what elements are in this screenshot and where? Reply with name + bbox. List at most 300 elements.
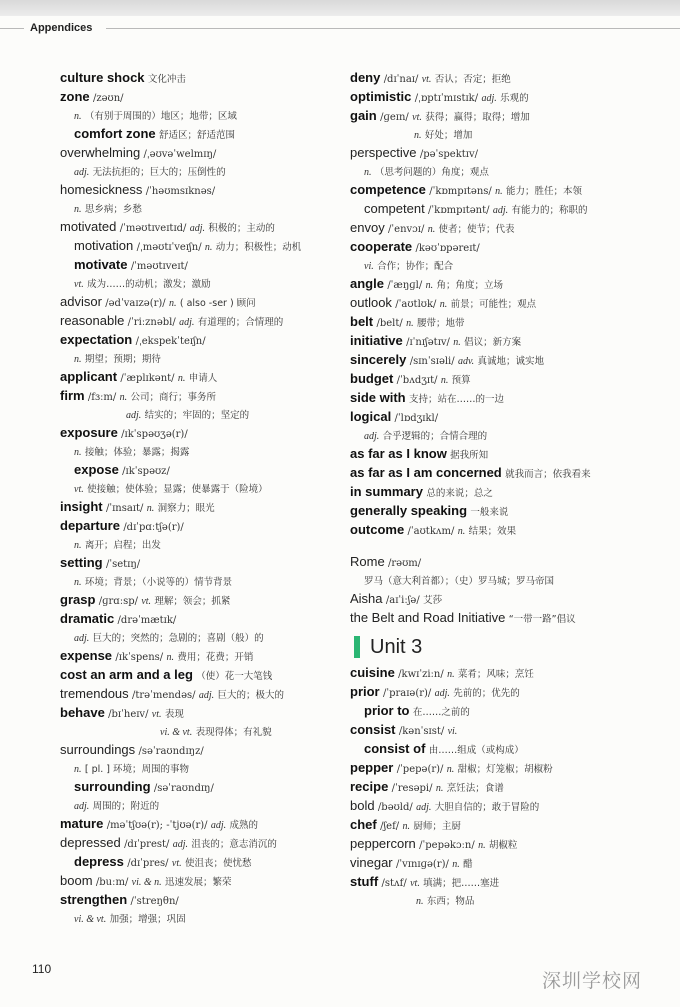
definition: 洞察力；眼光 <box>157 503 215 514</box>
glossary-entry <box>60 274 342 292</box>
glossary-entry <box>350 663 665 682</box>
glossary-entry <box>60 292 342 311</box>
phonetic: /səˈraʊndɪŋ/ <box>153 783 214 794</box>
phonetic: /ˈsetɪŋ/ <box>105 559 141 570</box>
glossary-entry <box>60 796 342 814</box>
headword: comfort zone <box>74 126 156 141</box>
phonetic: /buːm/ <box>95 877 129 888</box>
part-of-speech: adj. <box>492 205 509 216</box>
definition: 接触；体验；暴露；揭露 <box>84 447 190 458</box>
headword: optimistic <box>350 89 412 104</box>
glossary-entry <box>350 199 665 218</box>
headword: tremendous <box>60 686 129 701</box>
glossary-entry <box>350 815 665 834</box>
glossary-entry <box>60 777 342 796</box>
headword: cost an arm and a leg <box>60 667 193 682</box>
page-header-title: Appendices <box>30 22 93 34</box>
glossary-entry <box>60 68 342 87</box>
part-of-speech: n. <box>406 318 414 329</box>
part-of-speech: adj. <box>74 167 90 178</box>
glossary-entry <box>350 571 665 589</box>
phonetic: /belt/ <box>376 318 403 329</box>
headword: depressed <box>60 835 121 850</box>
definition: 沮丧的；意志消沉的 <box>191 839 277 850</box>
phonetic: /drəˈmætɪk/ <box>117 615 177 626</box>
glossary-entry <box>350 274 665 293</box>
phonetic: /məˈtʃʊə(r); -ˈtjʊə(r)/ <box>106 820 208 831</box>
part-of-speech: vt. <box>74 484 84 495</box>
glossary-entry <box>350 463 665 482</box>
part-of-speech: n. <box>425 280 434 291</box>
headword: consist of <box>364 741 426 756</box>
headword: outlook <box>350 295 392 310</box>
phonetic: /ˌekspekˈteɪʃn/ <box>135 336 206 347</box>
glossary-entry <box>350 853 665 872</box>
part-of-speech: n. <box>414 130 422 141</box>
definition: 环境；背景；（小说等的）情节背景 <box>84 577 233 588</box>
phonetic: /ˈɪnsaɪt/ <box>105 503 144 514</box>
glossary-entry <box>60 479 342 497</box>
headword: competence <box>350 182 426 197</box>
definition: 理解；领会；抓紧 <box>154 596 231 607</box>
part-of-speech: n. <box>204 242 213 253</box>
phonetic: /bɪˈheɪv/ <box>108 709 149 720</box>
definition: 总的来说；总之 <box>426 488 493 499</box>
watermark: 深圳学校网 <box>542 970 643 992</box>
glossary-entry <box>60 143 342 162</box>
part-of-speech: vi. <box>364 261 374 272</box>
glossary-entry <box>350 293 665 312</box>
headword: consist <box>350 722 396 737</box>
definition: 有能力的；称职的 <box>511 205 588 216</box>
glossary-entry <box>60 124 342 143</box>
glossary-entry <box>60 386 342 405</box>
headword: deny <box>350 70 381 85</box>
definition: 能力；胜任；本领 <box>505 186 582 197</box>
glossary-entry <box>60 722 342 740</box>
glossary-entry <box>350 444 665 463</box>
phonetic: /dɪˈpɑːtʃə(r)/ <box>123 522 184 533</box>
headword: motivation <box>74 238 134 253</box>
part-of-speech: adv. <box>457 356 475 367</box>
glossary-entry <box>60 405 342 423</box>
phonetic: /kənˈsɪst/ <box>398 726 445 737</box>
part-of-speech: n. <box>74 540 82 551</box>
part-of-speech: n. <box>364 167 372 178</box>
glossary-entry <box>350 872 665 891</box>
part-of-speech: n. <box>446 764 455 775</box>
glossary-entry <box>350 218 665 237</box>
phonetic: /kəʊˈɒpəreɪt/ <box>415 243 480 254</box>
part-of-speech: vt. <box>410 878 420 889</box>
glossary-entry <box>60 852 342 871</box>
part-of-speech: n. <box>402 821 410 832</box>
definition: 烹饪法；食谱 <box>446 783 504 794</box>
phonetic: /ˈriːznəbl/ <box>127 317 176 328</box>
headword: behave <box>60 705 105 720</box>
definition: 否认；否定；拒绝 <box>434 74 511 85</box>
definition: 前景；可能性；观点 <box>450 299 537 310</box>
headword: perspective <box>350 145 417 160</box>
part-of-speech: vt. <box>141 596 152 607</box>
definition: 使沮丧；使忧愁 <box>184 858 252 869</box>
headword: overwhelming <box>60 145 141 160</box>
part-of-speech: n. <box>447 669 455 680</box>
part-of-speech: n. <box>416 896 424 907</box>
headword: expectation <box>60 332 133 347</box>
glossary-entry <box>60 460 342 479</box>
part-of-speech: adj. <box>74 633 90 644</box>
glossary-entry <box>350 520 665 539</box>
part-of-speech: n. <box>177 373 186 384</box>
definition: （使）花一大笔钱 <box>196 671 273 682</box>
glossary-entry <box>350 87 665 106</box>
phonetic: /ˈməʊtɪveɪtɪd/ <box>119 223 187 234</box>
phonetic: /ˈlɒdʒɪkl/ <box>394 413 439 424</box>
right-column <box>350 68 665 909</box>
phonetic: /sɪnˈsɪəli/ <box>409 356 455 367</box>
headword: setting <box>60 555 103 570</box>
part-of-speech: adj. <box>126 410 142 421</box>
headword: Rome <box>350 554 385 569</box>
glossary-entry <box>60 833 342 852</box>
definition: 预算 <box>451 375 471 386</box>
header-rule <box>106 28 680 29</box>
part-of-speech: vi. <box>447 726 458 737</box>
definition: 角；角度；立场 <box>436 280 503 291</box>
headword: culture shock <box>60 70 145 85</box>
definition: 甜椒；灯笼椒；胡椒粉 <box>457 764 553 775</box>
definition: 获得；赢得；取得；增加 <box>425 112 530 123</box>
spacer <box>350 539 665 552</box>
phonetic: /ɡrɑːsp/ <box>98 596 138 607</box>
headword: as far as I am concerned <box>350 465 502 480</box>
part-of-speech: vt. <box>74 279 84 290</box>
part-of-speech: adj. <box>189 223 206 234</box>
phonetic: /səˈraʊndɪŋz/ <box>138 746 204 757</box>
headword: cuisine <box>350 665 395 680</box>
definition: 结果；效果 <box>468 526 517 537</box>
phonetic: /pəˈspektɪv/ <box>419 149 479 160</box>
part-of-speech: n. <box>439 299 448 310</box>
headword: strengthen <box>60 892 128 907</box>
definition: 据我所知 <box>450 450 489 461</box>
glossary-entry <box>350 501 665 520</box>
definition: 舒适区；舒适范围 <box>158 130 235 141</box>
definition: 艾莎 <box>423 595 443 606</box>
glossary-entry <box>350 482 665 501</box>
glossary-entry <box>350 388 665 407</box>
definition: 巨大的；极大的 <box>217 690 284 701</box>
glossary-entry <box>60 890 342 909</box>
phonetic: /aɪˈiːʃə/ <box>385 595 420 606</box>
definition: 成熟的 <box>229 820 259 831</box>
part-of-speech: n. <box>427 224 436 235</box>
part-of-speech: n. <box>452 859 460 870</box>
definition: 好处；增加 <box>424 130 473 141</box>
glossary-entry <box>350 369 665 388</box>
glossary-entry <box>350 891 665 909</box>
definition: 支持；站在……的一边 <box>408 394 504 405</box>
headword: outcome <box>350 522 405 537</box>
header-rule-left <box>0 28 24 29</box>
phonetic: /ˌɒptɪˈmɪstɪk/ <box>414 93 479 104</box>
phonetic: /ˈstreŋθn/ <box>130 896 179 907</box>
headword: depress <box>74 854 124 869</box>
headword: in summary <box>350 484 423 499</box>
glossary-entry <box>60 180 342 199</box>
glossary-entry <box>350 68 665 87</box>
headword: the Belt and Road Initiative <box>350 610 506 625</box>
left-column <box>60 68 342 927</box>
phonetic: /ˈenvɔɪ/ <box>388 224 425 235</box>
part-of-speech: vi. & n. <box>131 877 162 888</box>
headword: dramatic <box>60 611 115 626</box>
headword: cooperate <box>350 239 413 254</box>
part-of-speech: adj. <box>172 839 189 850</box>
phonetic: /dɪˈnaɪ/ <box>383 74 419 85</box>
headword: vinegar <box>350 855 393 870</box>
glossary-entry <box>350 162 665 180</box>
glossary-entry <box>350 777 665 796</box>
part-of-speech: adj. <box>434 688 450 699</box>
part-of-speech: vt. <box>151 709 162 720</box>
definition: [ pl. ] 环境；周围的事物 <box>84 764 190 775</box>
part-of-speech: vi. & vt. <box>74 914 107 925</box>
part-of-speech: vt. <box>171 858 182 869</box>
definition: 腰带；地带 <box>416 318 465 329</box>
definition: 在……之前的 <box>412 707 470 718</box>
headword: envoy <box>350 220 385 235</box>
headword: exposure <box>60 425 118 440</box>
definition: （思考问题的）角度；观点 <box>374 167 489 178</box>
glossary-entry <box>60 628 342 646</box>
glossary-entry <box>350 720 665 739</box>
definition: 文化冲击 <box>147 74 186 85</box>
headword: reasonable <box>60 313 125 328</box>
definition: 离开；启程；出发 <box>84 540 161 551</box>
glossary-entry <box>60 442 342 460</box>
glossary-entry <box>60 255 342 274</box>
phonetic: /ˈpepəkɔːn/ <box>419 840 475 851</box>
headword: stuff <box>350 874 379 889</box>
part-of-speech: adj. <box>364 431 380 442</box>
definition: 迅速发展；繁荣 <box>165 877 232 888</box>
definition: 表现 <box>164 709 184 720</box>
definition: 费用；花费；开销 <box>177 652 254 663</box>
glossary-entry <box>60 497 342 516</box>
headword: expense <box>60 648 113 663</box>
phonetic: /bəʊld/ <box>377 802 413 813</box>
glossary-entry <box>60 349 342 367</box>
headword: expose <box>74 462 119 477</box>
headword: surroundings <box>60 742 136 757</box>
headword: firm <box>60 388 85 403</box>
part-of-speech: n. <box>495 186 503 197</box>
part-of-speech: n. <box>74 447 82 458</box>
definition: 积极的；主动的 <box>208 223 275 234</box>
definition: 成为……的动机；激发；激励 <box>87 279 211 290</box>
glossary-entry <box>350 143 665 162</box>
part-of-speech: n. <box>74 204 82 215</box>
part-of-speech: adj. <box>210 820 227 831</box>
phonetic: /ˈhəʊmsɪknəs/ <box>145 186 216 197</box>
definition: 有道理的；合情理的 <box>197 317 284 328</box>
glossary-entry <box>350 682 665 701</box>
glossary-entry <box>60 572 342 590</box>
phonetic: /ɪkˈspəʊz/ <box>122 466 170 477</box>
definition: 醋 <box>463 859 473 870</box>
glossary-entry <box>60 703 342 722</box>
definition: 真诚地；诚实地 <box>477 356 545 367</box>
headword: homesickness <box>60 182 143 197</box>
top-bar <box>0 0 680 16</box>
definition: “一带一路”倡议 <box>508 614 576 625</box>
headword: generally speaking <box>350 503 468 518</box>
glossary-entry <box>60 199 342 217</box>
headword: recipe <box>350 779 389 794</box>
glossary-entry <box>60 871 342 890</box>
phonetic: /ˈresəpi/ <box>391 783 433 794</box>
definition: 大胆自信的；敢于冒险的 <box>434 802 540 813</box>
headword: competent <box>364 201 425 216</box>
definition: 加强；增强；巩固 <box>109 914 186 925</box>
headword: belt <box>350 314 374 329</box>
headword: boom <box>60 873 93 888</box>
phonetic: /ˈpraɪə(r)/ <box>382 688 432 699</box>
definition: 巨大的；突然的；急剧的；喜剧（般）的 <box>92 633 264 644</box>
phonetic: /ˈbʌdʒɪt/ <box>396 375 438 386</box>
headword: surrounding <box>74 779 151 794</box>
phonetic: /fɜːm/ <box>87 392 117 403</box>
definition: 倡议；新方案 <box>464 337 522 348</box>
glossary-entry <box>350 331 665 350</box>
part-of-speech: n. <box>146 503 155 514</box>
part-of-speech: vt. <box>412 112 422 123</box>
phonetic: /ˈæplɪkənt/ <box>120 373 175 384</box>
glossary-entry <box>60 236 342 255</box>
unit-heading <box>350 633 665 661</box>
definition: 结实的；牢固的；坚定的 <box>144 410 250 421</box>
glossary-entry <box>60 609 342 628</box>
part-of-speech: adj. <box>179 317 195 328</box>
part-of-speech: n. <box>74 111 82 122</box>
headword: motivated <box>60 219 117 234</box>
definition: 就我而言；依我看来 <box>505 469 591 480</box>
headword: chef <box>350 817 377 832</box>
glossary-entry <box>350 256 665 274</box>
headword: peppercorn <box>350 836 416 851</box>
headword: bold <box>350 798 375 813</box>
glossary-entry <box>60 590 342 609</box>
part-of-speech: n. <box>166 652 175 663</box>
headword: grasp <box>60 592 96 607</box>
headword: zone <box>60 89 90 104</box>
glossary-entry <box>350 701 665 720</box>
phonetic: /zəʊn/ <box>92 93 124 104</box>
unit-marker <box>354 636 360 658</box>
definition: 使接触；使体验；显露；使暴露于（险境） <box>87 484 268 495</box>
phonetic: /ˈaʊtlʊk/ <box>395 299 437 310</box>
definition: 合乎逻辑的；合情合理的 <box>382 431 488 442</box>
definition: 无法抗拒的；巨大的；压倒性的 <box>92 167 226 178</box>
part-of-speech: vt. <box>421 74 432 85</box>
phonetic: /rəʊm/ <box>388 558 422 569</box>
glossary-entry <box>60 330 342 349</box>
definition: 由……组成（或构成） <box>428 745 524 756</box>
definition: 动力；积极性；动机 <box>215 242 302 253</box>
definition: 公司；商行；事务所 <box>130 392 216 403</box>
phonetic: /ˌməʊtɪˈveɪʃn/ <box>136 242 202 253</box>
part-of-speech: adj. <box>481 93 497 104</box>
definition: 先前的；优先的 <box>453 688 520 699</box>
headword: advisor <box>60 294 102 309</box>
glossary-entry <box>350 834 665 853</box>
definition: 胡椒粒 <box>488 840 518 851</box>
headword: insight <box>60 499 103 514</box>
glossary-entry <box>60 665 342 684</box>
glossary-entry <box>60 106 342 124</box>
phonetic: /ˈkɒmpɪtəns/ <box>429 186 492 197</box>
definition: 乐观的 <box>500 93 529 104</box>
glossary-entry <box>60 646 342 665</box>
headword: applicant <box>60 369 118 384</box>
glossary-entry <box>60 759 342 777</box>
phonetic: /ədˈvaɪzə(r)/ <box>105 298 166 309</box>
part-of-speech: adj. <box>198 690 215 701</box>
headword: pepper <box>350 760 394 775</box>
part-of-speech: adj. <box>74 801 90 812</box>
glossary-entry <box>350 589 665 608</box>
headword: as far as I know <box>350 446 447 461</box>
definition: 表现得体；有礼貌 <box>195 727 272 738</box>
definition: 填满；把……塞进 <box>423 878 500 889</box>
unit-title: Unit 3 <box>370 636 423 658</box>
phonetic: /ɡeɪn/ <box>380 112 409 123</box>
glossary-entry <box>60 162 342 180</box>
headword: logical <box>350 409 392 424</box>
glossary-entry <box>350 739 665 758</box>
headword: sincerely <box>350 352 407 367</box>
definition: 厨师；主厨 <box>413 821 461 832</box>
glossary-entry <box>350 237 665 256</box>
glossary-entry <box>350 552 665 571</box>
glossary-entry <box>350 758 665 777</box>
phonetic: /trəˈmendəs/ <box>132 690 196 701</box>
part-of-speech: adj. <box>416 802 432 813</box>
part-of-speech: n. <box>453 337 461 348</box>
glossary-entry <box>350 106 665 125</box>
definition: ( also -ser ) 顾问 <box>179 298 256 309</box>
glossary-entry <box>60 535 342 553</box>
headword: gain <box>350 108 377 123</box>
headword: Aisha <box>350 591 383 606</box>
glossary-entry <box>350 312 665 331</box>
definition: 使者；使节；代表 <box>438 224 515 235</box>
phonetic: /ˈaʊtkʌm/ <box>407 526 455 537</box>
glossary-entry <box>60 553 342 572</box>
definition: 申请人 <box>188 373 218 384</box>
right-column-entries <box>350 68 665 627</box>
glossary-entry <box>350 350 665 369</box>
part-of-speech: n. <box>478 840 486 851</box>
phonetic: /dɪˈprest/ <box>124 839 170 850</box>
phonetic: /ˈvɪnɪɡə(r)/ <box>395 859 449 870</box>
glossary-entry <box>60 311 342 330</box>
phonetic: /ɪkˈspens/ <box>115 652 164 663</box>
glossary-entry <box>60 217 342 236</box>
part-of-speech: n. <box>74 577 82 588</box>
